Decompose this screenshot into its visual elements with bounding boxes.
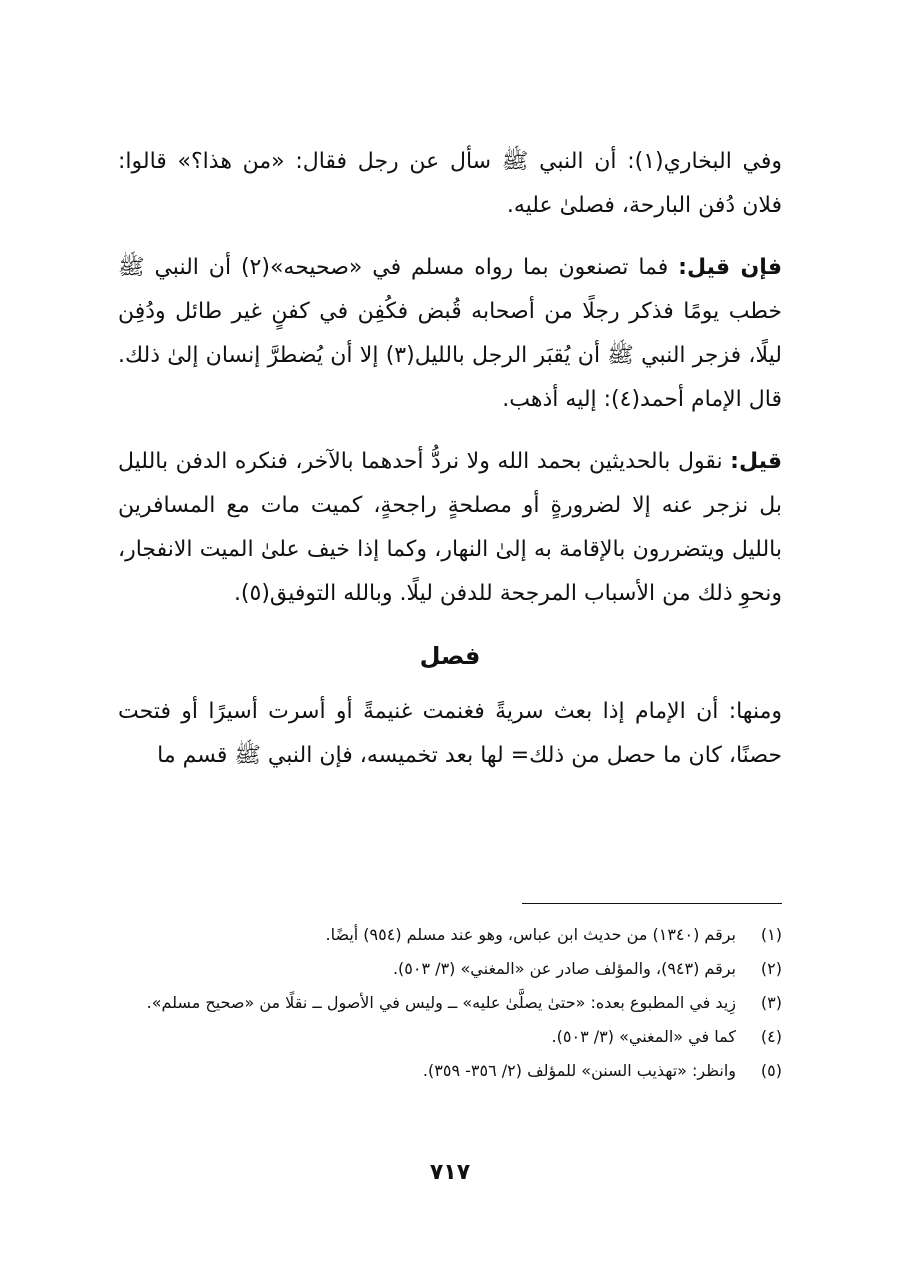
footnote-number: (٥)	[760, 1061, 782, 1080]
footnotes	[118, 918, 782, 1088]
footnote-number: (١)	[760, 925, 782, 944]
section-title: فصل	[419, 642, 481, 670]
paragraph-2-lead: فإن قيل:	[678, 255, 782, 280]
footnote-text: برقم (١٣٤٠) من حديث ابن عباس، وهو عند مسلم (٩٥٤) أيضًا.	[325, 925, 736, 944]
footnote-text: وانظر: «تهذيب السنن» للمؤلف (٢/ ٣٥٦- ٣٥٩).	[422, 1061, 736, 1080]
footnote-text: كما في «المغني» (٣/ ٥٠٣).	[551, 1027, 736, 1046]
footnote-text: زِيد في المطبوع بعده: «حتىٰ يصلَّىٰ عليه» ــ وليس في الأصول ــ نقلًا من «صحيح مسلم».	[146, 993, 736, 1012]
footnote-text: برقم (٩٤٣)، والمؤلف صادر عن «المغني» (٣/ ٥٠٣).	[392, 959, 736, 978]
page-body	[118, 140, 782, 796]
paragraph-1-text: وفي البخاري(١): أن النبي ﷺ سأل عن رجل فقال: «من هذا؟» قالوا: فلان دُفن البارحة، فصلىٰ عليه.	[118, 149, 782, 218]
footnote-3	[118, 986, 782, 1020]
footnote-2	[118, 952, 782, 986]
paragraph-3-text: نقول بالحديثين بحمد الله ولا نردُّ أحدهما بالآخر، فنكره الدفن بالليل بل نزجر عنه إلا لضرورةٍ أو مصلحةٍ راجحةٍ، كميت مات مع المسافرين بالليل ويتضررون بالإقامة به إلىٰ النهار، وكما إذا خيف علىٰ الميت الانفجار، ونحوِ ذلك من الأسباب المرجحة للدفن ليلًا. وبالله التوفيق(٥).	[118, 449, 782, 606]
paragraph-4-text: ومنها: أن الإمام إذا بعث سريةً فغنمت غنيمةً أو أسرت أسيرًا أو فتحت حصنًا، كان ما حصل من ذلك= لها بعد تخميسه، فإن النبي ﷺ قسم ما	[118, 699, 782, 768]
footnote-number: (٢)	[760, 959, 782, 978]
paragraph-4	[118, 690, 782, 778]
paragraph-2	[118, 246, 782, 422]
footnote-1	[118, 918, 782, 952]
paragraph-3-lead: قيل:	[730, 449, 782, 474]
footnote-5	[118, 1054, 782, 1088]
page-number: ٧١٧	[429, 1160, 471, 1185]
paragraph-3	[118, 440, 782, 616]
paragraph-2-text: فما تصنعون بما رواه مسلم في «صحيحه»(٢) أن النبي ﷺ خطب يومًا فذكر رجلًا من أصحابه قُبض فكُفِن في كفنٍ غير طائل ودُفِن ليلًا، فزجر النبي ﷺ أن يُقبَر الرجل بالليل(٣) إلا أن يُضطرَّ إنسان إلىٰ ذلك. قال الإمام أحمد(٤): إليه أذهب.	[118, 255, 782, 412]
paragraph-1	[118, 140, 782, 228]
footnote-4	[118, 1020, 782, 1054]
footnote-divider	[522, 903, 782, 904]
footnote-number: (٤)	[760, 1027, 782, 1046]
footnote-number: (٣)	[760, 993, 782, 1012]
